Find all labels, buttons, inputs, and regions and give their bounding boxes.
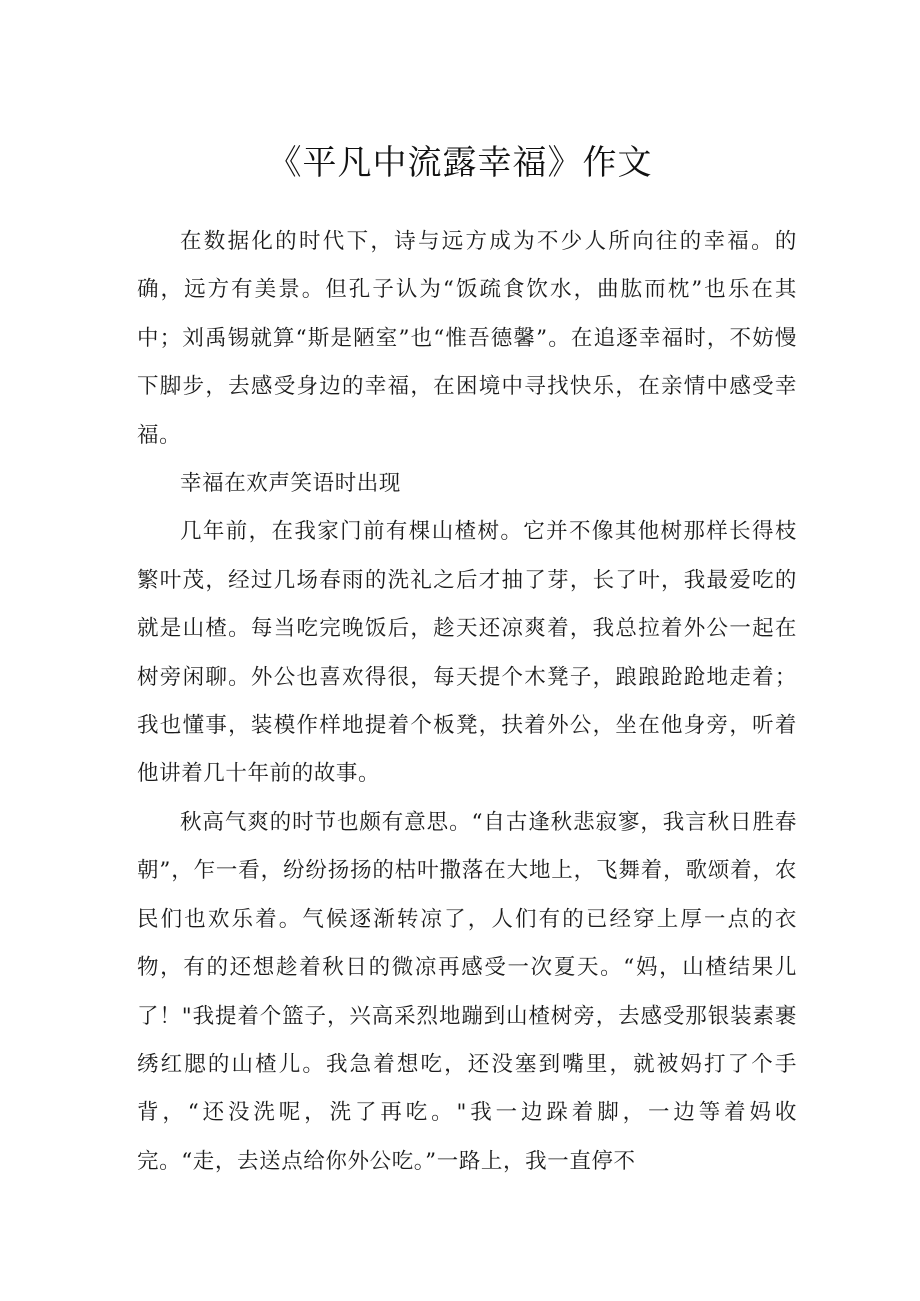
document-body: [137, 218, 797, 1186]
document-title: 《平凡中流露幸福》作文: [267, 143, 653, 183]
paragraph-autumn: 秋高气爽的时节也颇有意思。“自古逢秋悲寂寥，我言秋日胜春朝”，乍一看，纷纷扬扬的枯叶撒落在大地上，飞舞着，歌颂着，农民们也欢乐着。气候逐渐转凉了，人们有的已经穿上厚一点的衣物，有的还想趁着秋日的微凉再感受一次夏天。“妈，山楂结果儿了！"我提着个篮子，兴高采烈地蹦到山楂树旁，去感受那银装素裹绣红腮的山楂儿。我急着想吃，还没塞到嘴里，就被妈打了个手背，“还没洗呢，洗了再吃。"我一边跺着脚，一边等着妈收完。“走，去送点给你外公吃。”一路上，我一直停不: [137, 809, 797, 1174]
paragraph-intro: 在数据化的时代下，诗与远方成为不少人所向往的幸福。的确，远方有美景。但孔子认为“饭疏食饮水，曲肱而枕”也乐在其中；刘禹锡就算“斯是陋室”也“惟吾德馨”。在追逐幸福时，不妨慢下脚步，去感受身边的幸福，在困境中寻找快乐，在亲情中感受幸福。: [137, 229, 797, 448]
section-heading: 幸福在欢声笑语时出现: [180, 471, 402, 497]
paragraph-hawthorn-tree: 几年前，在我家门前有棵山楂树。它并不像其他树那样长得枝繁叶茂，经过几场春雨的洗礼之后才抽了芽，长了叶，我最爱吃的就是山楂。每当吃完晚饭后，趁天还凉爽着，我总拉着外公一起在树旁闲聊。外公也喜欢得很，每天提个木凳子，踉踉跄跄地走着；我也懂事，装模作样地提着个板凳，扶着外公，坐在他身旁，听着他讲着几十年前的故事。: [137, 519, 797, 787]
